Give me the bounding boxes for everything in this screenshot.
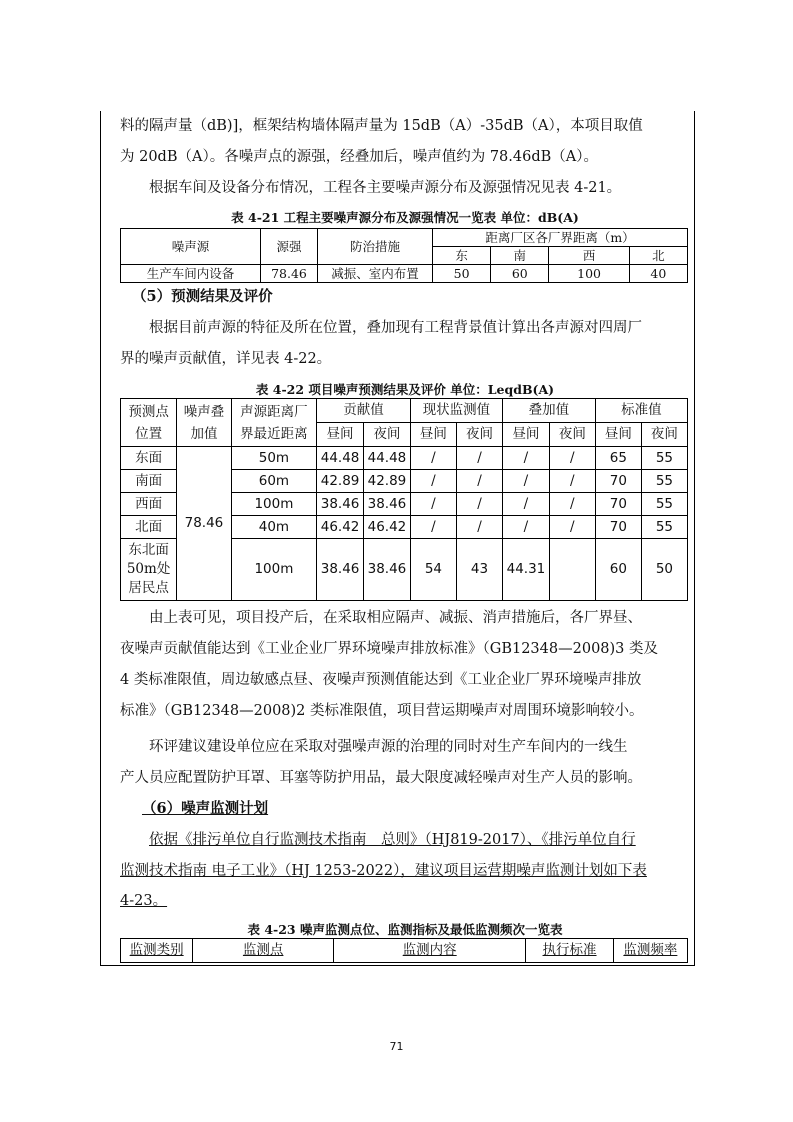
table-cell: / [549,516,595,539]
header-cell: 监测点 [193,939,334,963]
table-cell: 西面 [121,493,177,516]
paragraph-line: 界的噪声贡献值，详见表 4-22。 [120,351,332,367]
table-cell: / [549,447,595,470]
paragraph: 根据车间及设备分布情况，工程各主要噪声源分布及源强情况见表 4-21。 [149,180,622,196]
table-row [121,447,688,470]
table-cell: 东面 [121,447,177,470]
table-cell: / [410,493,456,516]
header-cell: 距离厂区各厂界距离（m） [433,229,688,247]
table-cell: 60 [491,265,549,283]
table-cell: 55 [641,516,687,539]
table-cell: / [503,447,550,470]
table-cell: 44.31 [503,539,550,601]
table-cell: 60m [231,470,316,493]
table-cell: 100m [231,493,316,516]
paragraph-line [120,889,690,914]
table-4-23 [120,938,688,963]
table-cell: 38.46 [317,539,364,601]
table-cell: / [456,516,502,539]
header-cell: 标准值 [595,399,687,423]
paragraph-line: 由上表可见，项目投产后，在采取相应隔声、减振、消声措施后，各厂界昼、 [149,610,642,626]
table-cell: / [410,516,456,539]
header-cell: 贡献值 [317,399,411,423]
table-cell: / [410,447,456,470]
section-heading: （6）噪声监测计划 [142,800,269,817]
table-cell: 38.46 [364,539,411,601]
table-cell: / [456,470,502,493]
table-cell: 南面 [121,470,177,493]
header-cell: 源强 [261,229,318,265]
table-cell: 北面 [121,516,177,539]
table-cell: 65 [595,447,641,470]
table-cell: 40m [231,516,316,539]
table-cell: 50 [641,539,687,601]
header-cell: 夜间 [456,423,502,447]
header-cell: 西 [549,247,629,265]
table-caption: 表 4-23 噪声监测点位、监测指标及最低监测频次一览表 [247,922,563,937]
table-4-21 [120,228,688,283]
paragraph-line [120,828,690,853]
table-cell: 43 [456,539,502,601]
header-cell: 监测类别 [121,939,193,963]
table-cell: 54 [410,539,456,601]
table-4-22 [120,398,688,601]
table-cell: 42.89 [317,470,364,493]
header-cell: 声源距离厂界最近距离 [231,399,316,447]
paragraph-line: 环评建议建设单位应在采取对强噪声源的治理的同时对生产车间内的一线生 [149,739,628,755]
table-cell: / [503,470,550,493]
underlined-text: 依据《排污单位自行监测技术指南 总则》（HJ819-2017）、《排污单位自行 [149,832,636,848]
table-cell: 38.46 [317,493,364,516]
header-cell: 噪声源 [121,229,261,265]
header-cell: 执行标准 [526,939,614,963]
header-cell: 夜间 [641,423,687,447]
header-cell: 现状监测值 [410,399,502,423]
header-cell: 噪声叠加值 [177,399,232,447]
table-cell: 42.89 [364,470,411,493]
underlined-text: 4-23。 [120,893,168,909]
table-cell: 44.48 [317,447,364,470]
table-cell: / [410,470,456,493]
header-cell: 监测频率 [613,939,687,963]
table-cell: 40 [629,265,687,283]
header-cell: 叠加值 [503,399,596,423]
table-cell: / [549,493,595,516]
table-cell: 55 [641,470,687,493]
table-cell: 70 [595,470,641,493]
page-number: 71 [389,1040,404,1053]
paragraph-line: 标准》（GB12348—2008)2 类标准限值，项目营运期噪声对周围环境影响较小。 [120,703,644,719]
table-cell: 60 [595,539,641,601]
paragraph-line: 夜噪声贡献值能达到《工业企业厂界环境噪声排放标准》（GB12348—2008)3 类及 [120,641,659,657]
header-cell: 南 [491,247,549,265]
table-cell: / [549,470,595,493]
table-cell: 东北面50m处居民点 [121,539,177,601]
table-cell: 46.42 [364,516,411,539]
header-cell: 北 [629,247,687,265]
paragraph-line: 4 类标准限值，周边敏感点昼、夜噪声预测值能达到《工业企业厂界环境噪声排放 [120,672,642,688]
table-cell: 78.46 [261,265,318,283]
paragraph-line: 为 20dB（A）。各噪声点的源强，经叠加后，噪声值约为 78.46dB（A）。 [120,149,598,165]
table-caption: 表 4-21 工程主要噪声源分布及源强情况一览表 单位：dB(A) [231,210,579,225]
header-cell: 昼间 [410,423,456,447]
header-cell: 夜间 [549,423,595,447]
table-cell: 50m [231,447,316,470]
header-cell: 防治措施 [318,229,433,265]
paragraph-line: 产人员应配置防护耳罩、耳塞等防护用品，最大限度减轻噪声对生产人员的影响。 [120,770,642,786]
table-cell: 70 [595,493,641,516]
table-cell: 减振、室内布置 [318,265,433,283]
table-cell: / [503,493,550,516]
table-cell: 55 [641,493,687,516]
underlined-text: 监测技术指南 电子工业》（HJ 1253-2022），建议项目运营期噪声监测计划如下表 [120,863,647,879]
table-cell: 46.42 [317,516,364,539]
table-cell [549,539,595,601]
header-cell: 昼间 [503,423,550,447]
table-caption: 表 4-22 项目噪声预测结果及评价 单位：LeqdB(A) [255,382,555,397]
header-cell: 夜间 [364,423,411,447]
table-cell: 78.46 [177,447,232,601]
header-cell: 昼间 [317,423,364,447]
table-cell: 100m [231,539,316,601]
header-cell: 监测内容 [334,939,526,963]
table-cell: / [456,493,502,516]
paragraph-line: 根据目前声源的特征及所在位置，叠加现有工程背景值计算出各声源对四周厂 [149,320,642,336]
header-cell: 预测点位置 [121,399,177,447]
table-cell: / [503,516,550,539]
table-cell: 70 [595,516,641,539]
table-cell: 100 [549,265,629,283]
table-cell: 44.48 [364,447,411,470]
paragraph-line: 料的隔声量（dB)]，框架结构墙体隔声量为 15dB（A）-35dB（A），本项目取值 [120,118,643,134]
table-cell: / [456,447,502,470]
table-cell: 生产车间内设备 [121,265,261,283]
section-heading: （5）预测结果及评价 [132,288,273,305]
header-cell: 昼间 [595,423,641,447]
header-cell: 东 [433,247,491,265]
table-cell: 50 [433,265,491,283]
table-cell: 38.46 [364,493,411,516]
paragraph-line [120,859,690,884]
table-cell: 55 [641,447,687,470]
